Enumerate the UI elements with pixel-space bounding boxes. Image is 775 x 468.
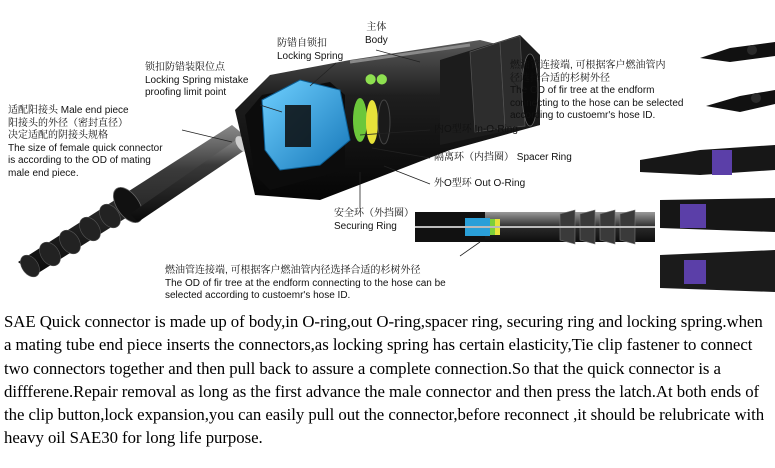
spacer-ring-label: 隔离环（内挡圈） Spacer Ring (434, 152, 572, 163)
mistake-proofing-label: 锁扣防错装限位点 Locking Spring mistake proofing limit point (145, 62, 249, 98)
securing-ring-label: 安全环（外挡圈） Securing Ring (334, 208, 414, 232)
section-view-icon (415, 210, 655, 244)
male-end-piece-label: 适配阳接头 Male end piece 阳接头的外径（密封直径） 决定适配的阴接头规格 The size of female quick connector is according to the OD of mating male end piece. (8, 105, 163, 179)
locking-spring-label: 防错自锁扣 Locking Spring (277, 38, 344, 62)
in-oring-label: 内O型环 In-O-Ring (434, 124, 518, 135)
body-label: 主体 Body (365, 22, 388, 46)
fir-tree-bottom-label: 燃油管连接端, 可根据客户燃油管内径选择合适的杉树外径 The OD of fir tree at the endform connecting to the hose can be selected according to custoemr's hose ID. (165, 265, 446, 301)
fir-tree-top-label: 燃油管连接端, 可根据客户燃油管内 径选择合适的杉树外径 The OD of fir tree at the endform connecting to the hose can be selected according to custoemr's hose ID. (510, 60, 684, 121)
svg-text:⬤⬤: ⬤⬤ (365, 74, 388, 85)
description-paragraph: SAE Quick connector is made up of body,in O-ring,out O-ring,spacer ring, securing ring and locking spring.when a mating tube end piece inserts the connectors,as locking spring has certain elasticity,Tie clip fastener to connect two connectors together and then pull back to assure a complete connection.So that the quick connector is a diffferene.Repair removal as long as the first advance the male connector and then press the latch.At both ends of the clip button,lock expansion,you can easily pull out the connector,before reconnect ,it should be relubricate with heavy oil SAE30 for long life purpose. (4, 312, 765, 448)
out-oring-label: 外O型环 Out O-Ring (434, 178, 526, 189)
